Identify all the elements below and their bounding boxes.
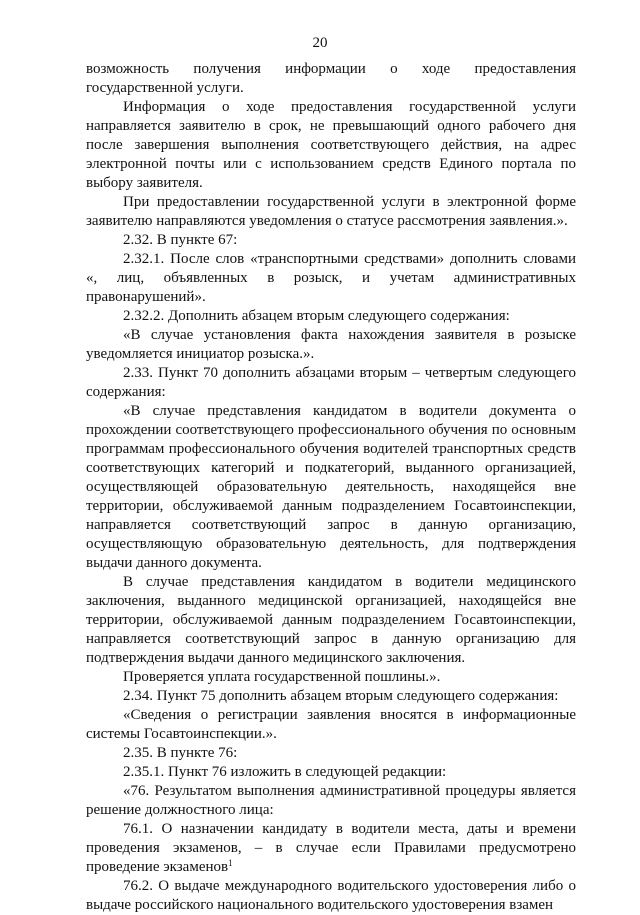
document-body — [86, 60, 576, 915]
paragraph: Проверяется уплата государственной пошлины.». — [123, 669, 441, 685]
paragraph: В случае представления кандидатом в водители медицинского заключения, выданного медицинской организацией, находящейся вне территории, обслуживаемой данным подразделением Госавтоинспекции, направляется соответствующий запрос в данную организацию для подтверждения выдачи данного медицинского заключения. — [86, 574, 576, 666]
paragraph: 2.32.1. После слов «транспортными средствами» дополнить словами «, лиц, объявленных в розыск, и учетам административных правонарушений». — [86, 251, 576, 305]
paragraph-with-footnote — [86, 820, 576, 877]
paragraph: Информация о ходе предоставления государственной услуги направляется заявителю в срок, не превышающий одного рабочего дня после завершения выполнения соответствующего действия, на адрес электронной почты или с использованием средств Единого портала по выбору заявителя. — [86, 99, 576, 191]
paragraph: «В случае представления кандидатом в водители документа о прохождении соответствующего профессионального обучения по основным программам профессионального обучения водителей транспортных средств соответствующих категорий и подкатегорий, выданного организацией, осуществляющей образовательную деятельность, находящейся вне территории, обслуживаемой данным подразделением Госавтоинспекции, направляется соответствующий запрос в данную организацию, осуществляющую образовательную деятельность, для подтверждения выдачи данного документа. — [86, 403, 576, 571]
paragraph: При предоставлении государственной услуги в электронной форме заявителю направляются уведомления о статусе рассмотрения заявления.». — [86, 194, 576, 229]
paragraph: «В случае установления факта нахождения заявителя в розыске уведомляется инициатор розыска.». — [86, 327, 576, 362]
paragraph: «76. Результатом выполнения административной процедуры является решение должностного лица: — [86, 783, 576, 818]
paragraph: «Сведения о регистрации заявления вносятся в информационные системы Госавтоинспекции.». — [86, 707, 576, 742]
footnote-marker[interactable]: 1 — [228, 858, 233, 868]
paragraph: 2.32. В пункте 67: — [123, 232, 238, 248]
paragraph: 2.32.2. Дополнить абзацем вторым следующего содержания: — [123, 308, 510, 324]
paragraph: 2.34. Пункт 75 дополнить абзацем вторым следующего содержания: — [123, 688, 559, 704]
paragraph: 2.33. Пункт 70 дополнить абзацами вторым – четвертым следующего содержания: — [86, 365, 576, 400]
paragraph: возможность получения информации о ходе предоставления государственной услуги. — [86, 61, 576, 96]
paragraph-text: 76.1. О назначении кандидату в водители места, даты и времени проведения экзаменов, – в случае если Правилами предусмотрено проведение экзаменов — [86, 821, 576, 875]
paragraph: 76.2. О выдаче международного водительского удостоверения либо о выдаче российского национального водительского удостоверения взамен — [86, 878, 576, 913]
page-number: 20 — [312, 35, 328, 51]
paragraph: 2.35. В пункте 76: — [123, 745, 238, 761]
paragraph: 2.35.1. Пункт 76 изложить в следующей редакции: — [123, 764, 447, 780]
